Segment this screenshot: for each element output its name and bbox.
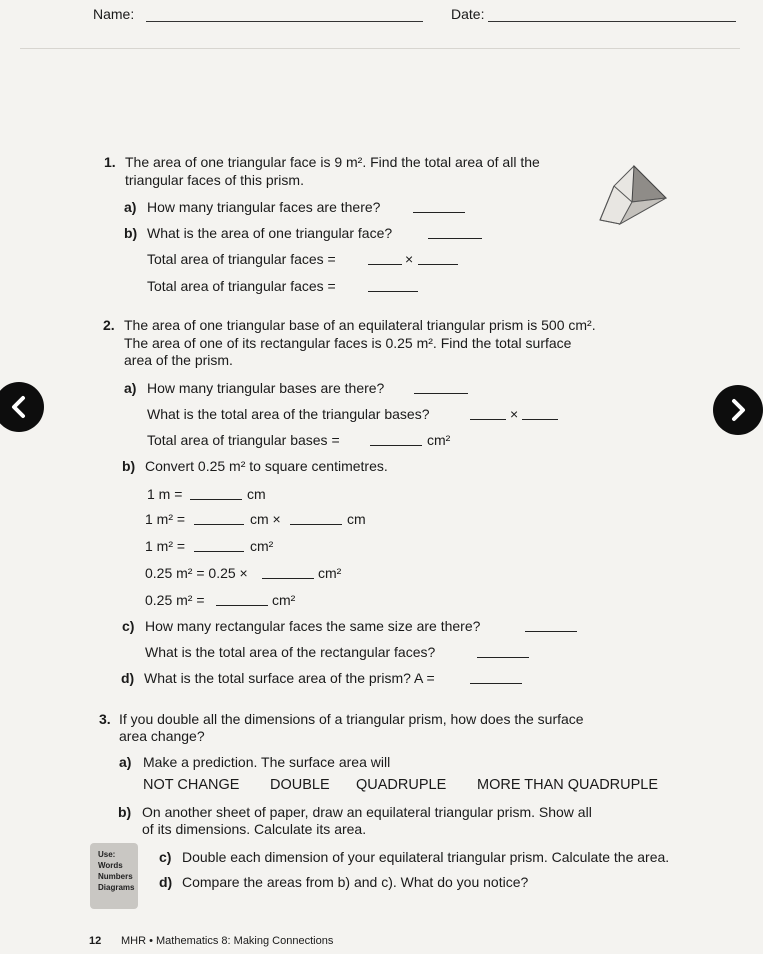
chevron-right-icon <box>725 397 751 423</box>
date-label: Date: <box>451 6 485 22</box>
q2-a2-blank-b[interactable] <box>522 407 558 420</box>
conv5-unit: cm² <box>272 592 296 608</box>
q2-line3: area of the prism. <box>124 352 233 368</box>
q1-total1-blank-a[interactable] <box>368 252 402 265</box>
q2-a-text: How many triangular bases are there? <box>147 380 385 396</box>
q2-times-sign: × <box>510 406 519 422</box>
q3-b-line2: of its dimensions. Calculate its area. <box>142 821 367 837</box>
option-more-than-quadruple[interactable]: MORE THAN QUADRUPLE <box>477 777 659 793</box>
conv3-answer[interactable] <box>194 539 244 552</box>
q2-a3-unit: cm² <box>427 432 451 448</box>
q2-d-answer[interactable] <box>470 671 522 684</box>
next-page-button[interactable] <box>713 385 763 435</box>
q3-line2: area change? <box>119 728 205 744</box>
q3-d-label: d) <box>159 874 173 890</box>
conv4-left: 0.25 m² = 0.25 × <box>145 565 248 581</box>
q3-number: 3. <box>99 711 111 727</box>
q2-d-label: d) <box>121 670 135 686</box>
conv2-mid: cm × <box>250 511 281 527</box>
badge-line-use: Use: <box>98 850 116 859</box>
chevron-left-icon <box>6 394 32 420</box>
q1-b-text: What is the area of one triangular face? <box>147 225 393 241</box>
q2-c2-text: What is the total area of the rectangular faces? <box>145 644 436 660</box>
q1-a-label: a) <box>124 199 137 215</box>
name-label: Name: <box>93 6 135 22</box>
q2-a2-blank-a[interactable] <box>470 407 506 420</box>
q2-number: 2. <box>103 317 115 333</box>
conv5-answer[interactable] <box>216 593 268 606</box>
q1-number: 1. <box>104 154 116 170</box>
header-divider <box>20 48 740 49</box>
option-double[interactable]: DOUBLE <box>270 777 330 793</box>
q1-total2-answer[interactable] <box>368 279 418 292</box>
q3-a-text: Make a prediction. The surface area will <box>143 754 391 770</box>
q2-a-label: a) <box>124 380 137 396</box>
q3-c-text: Double each dimension of your equilateral triangular prism. Calculate the area. <box>182 849 670 865</box>
date-line[interactable] <box>488 21 736 22</box>
q3-a-label: a) <box>119 754 132 770</box>
q2-b-text: Convert 0.25 m² to square centimetres. <box>145 458 388 474</box>
q2-line2: The area of one of its rectangular faces is 0.25 m². Find the total surface <box>124 335 572 351</box>
page-number: 12 <box>89 935 102 947</box>
conv2-answer-a[interactable] <box>194 512 244 525</box>
q2-c-text: How many rectangular faces the same size are there? <box>145 618 481 634</box>
q2-b-label: b) <box>122 458 136 474</box>
name-line[interactable] <box>146 21 423 22</box>
conv2-unit: cm <box>347 511 366 527</box>
q3-c-label: c) <box>159 849 172 865</box>
q1-a-text: How many triangular faces are there? <box>147 199 381 215</box>
conv3-unit: cm² <box>250 538 274 554</box>
q3-d-text: Compare the areas from b) and c). What do you notice? <box>182 874 529 890</box>
conv1-answer[interactable] <box>190 487 242 500</box>
q3-b-line1: On another sheet of paper, draw an equilateral triangular prism. Show all <box>142 804 592 820</box>
q2-a2-text: What is the total area of the triangular bases? <box>147 406 430 422</box>
badge-line-diagrams: Diagrams <box>98 883 135 892</box>
q3-b-label: b) <box>118 804 132 820</box>
q2-a3-answer[interactable] <box>370 433 422 446</box>
q1-total2-text: Total area of triangular faces = <box>147 278 336 294</box>
conv5-left: 0.25 m² = <box>145 592 205 608</box>
q1-total1-blank-b[interactable] <box>418 252 458 265</box>
q2-c-answer[interactable] <box>525 619 577 632</box>
option-not-change[interactable]: NOT CHANGE <box>143 777 240 793</box>
q2-a-answer[interactable] <box>414 381 468 394</box>
badge-line-words: Words <box>98 861 123 870</box>
conv2-answer-b[interactable] <box>290 512 342 525</box>
q2-line1: The area of one triangular base of an equilateral triangular prism is 500 cm². <box>124 317 596 333</box>
conv2-left: 1 m² = <box>145 511 186 527</box>
footer-source: MHR • Mathematics 8: Making Connections <box>121 935 334 947</box>
conv4-unit: cm² <box>318 565 342 581</box>
q1-line2: triangular faces of this prism. <box>125 172 304 188</box>
q2-d-text: What is the total surface area of the prism? A = <box>144 670 435 686</box>
q1-line1: The area of one triangular face is 9 m². Find the total area of all the <box>125 154 540 170</box>
q1-b-answer[interactable] <box>428 226 482 239</box>
conv3-left: 1 m² = <box>145 538 186 554</box>
q3-line1: If you double all the dimensions of a triangular prism, how does the surface <box>119 711 584 727</box>
q1-times-sign: × <box>405 251 414 267</box>
triangular-prism-diagram <box>598 160 670 232</box>
conv1-left: 1 m = <box>147 486 183 502</box>
q2-c2-answer[interactable] <box>477 645 529 658</box>
prev-page-button[interactable] <box>0 382 44 432</box>
q2-a3-text: Total area of triangular bases = <box>147 432 340 448</box>
conv1-unit: cm <box>247 486 266 502</box>
q1-a-answer[interactable] <box>413 200 465 213</box>
q2-c-label: c) <box>122 618 135 634</box>
use-badge <box>90 843 138 909</box>
conv4-answer[interactable] <box>262 566 314 579</box>
q1-total1-text: Total area of triangular faces = <box>147 251 336 267</box>
badge-line-numbers: Numbers <box>98 872 133 881</box>
q1-b-label: b) <box>124 225 138 241</box>
option-quadruple[interactable]: QUADRUPLE <box>356 777 447 793</box>
